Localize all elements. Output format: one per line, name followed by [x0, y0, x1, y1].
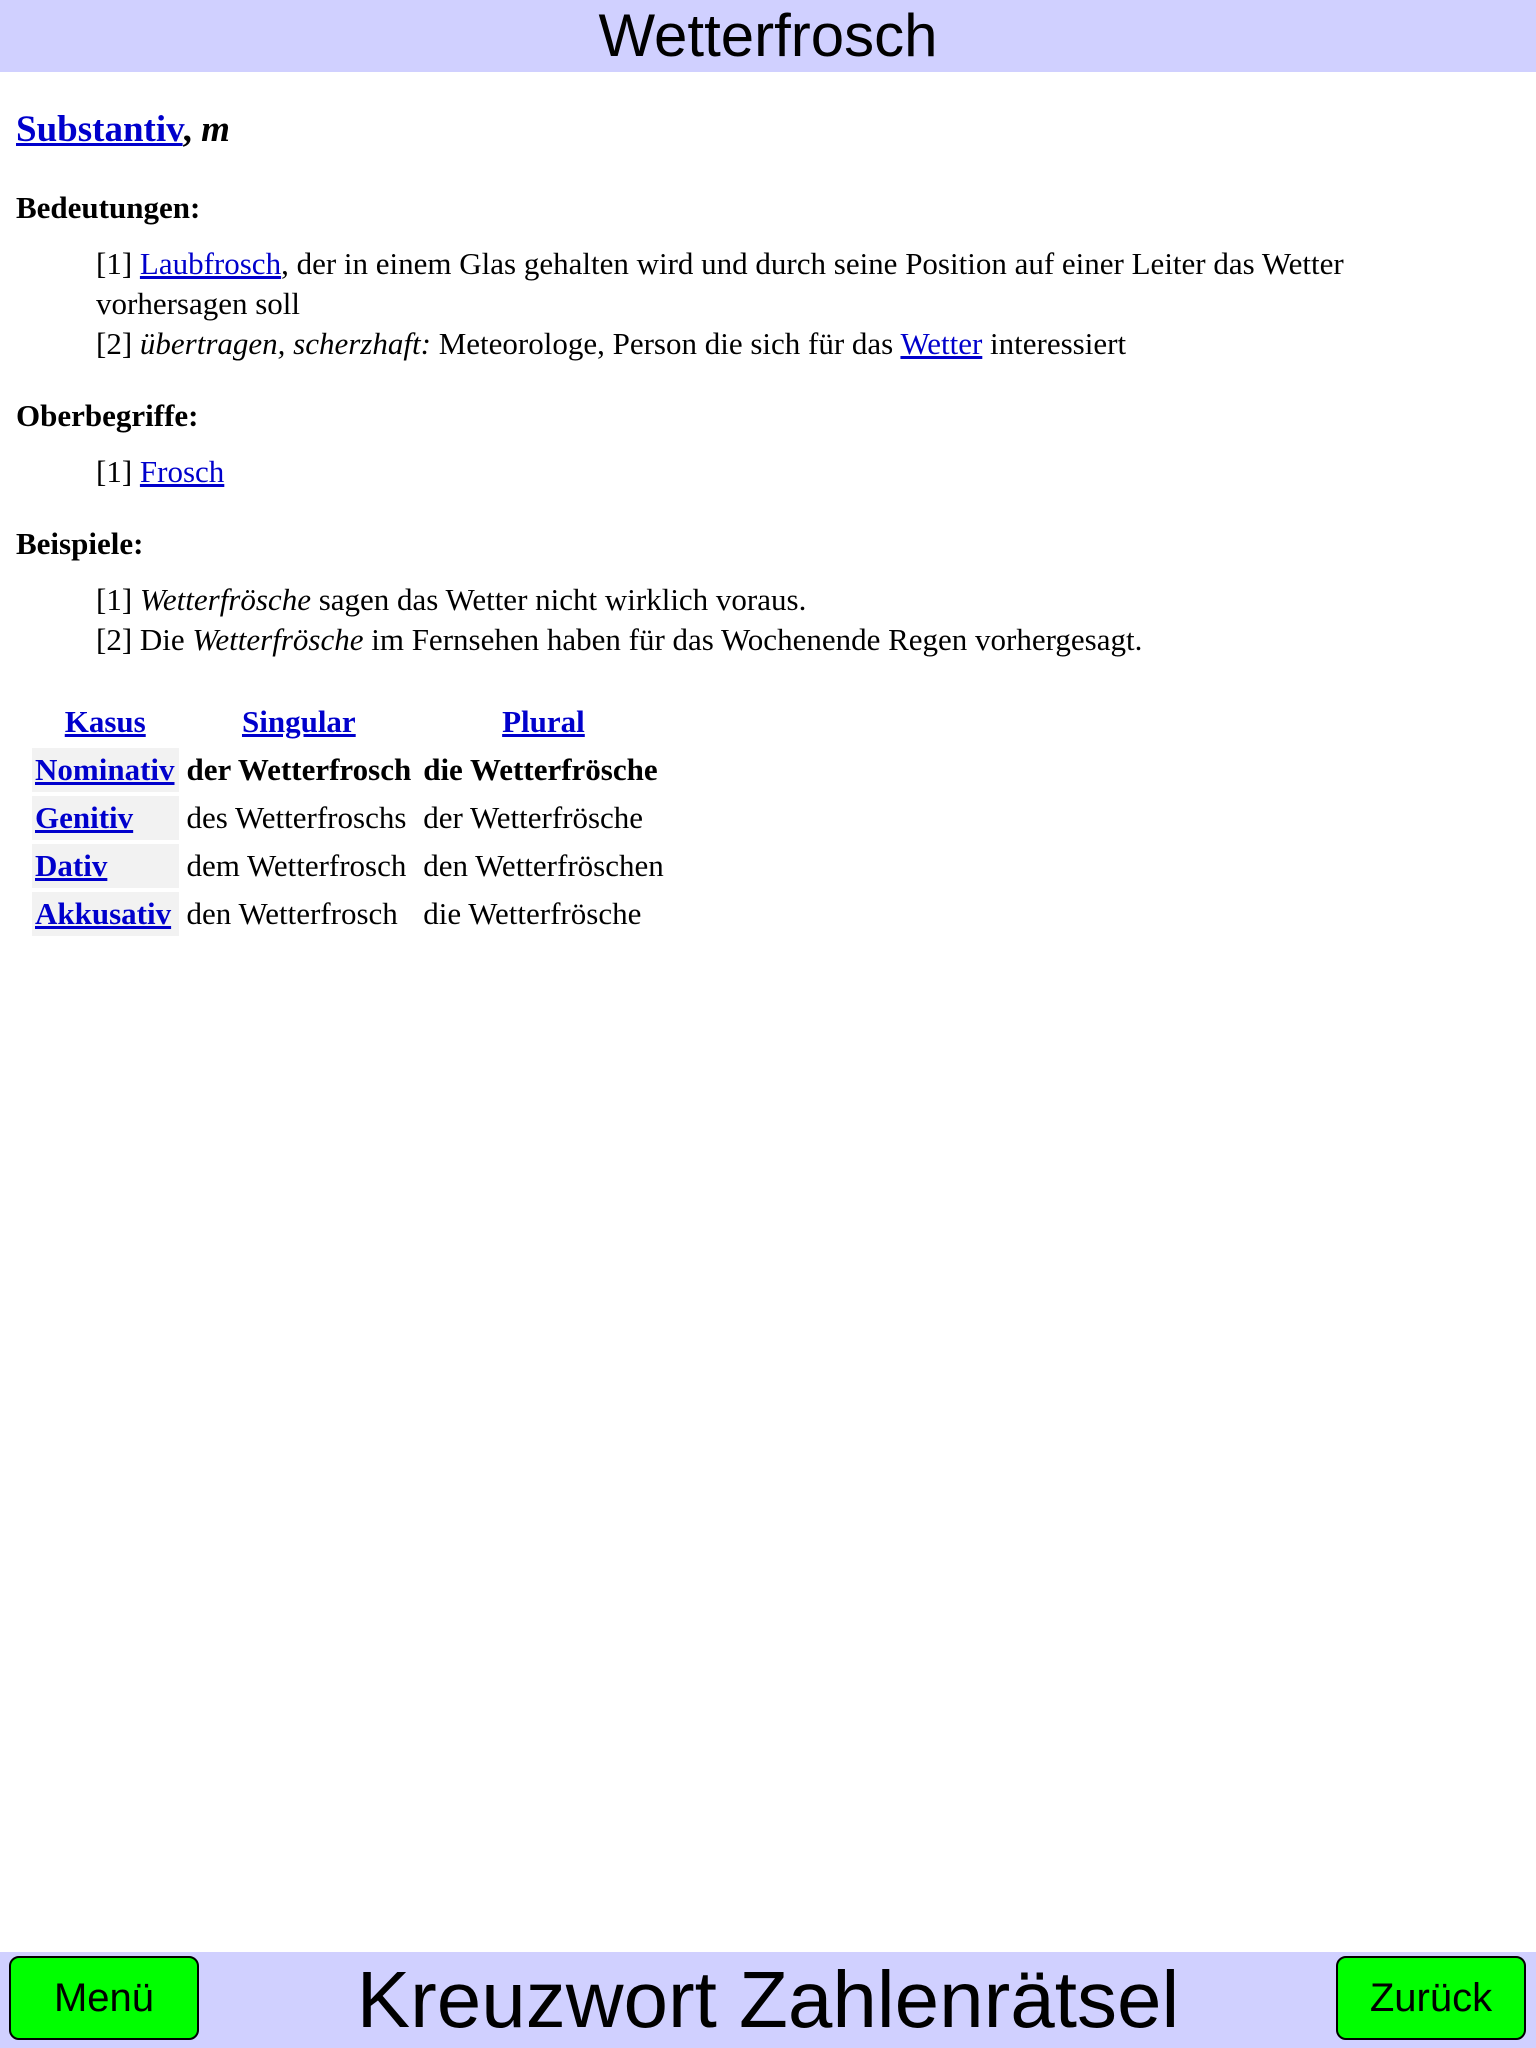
example-pre: Die [139, 622, 193, 657]
footer-bar [0, 1952, 1536, 2048]
table-header-row [32, 700, 668, 744]
header-kasus [32, 700, 179, 744]
singular-cell: den Wetterfrosch [186, 896, 398, 931]
header-plural [419, 700, 668, 744]
link-wetter[interactable]: Wetter [900, 326, 983, 361]
pos-separator: , [182, 109, 202, 150]
table-row [32, 892, 668, 936]
link-dativ[interactable]: Dativ [35, 848, 108, 883]
meaning-item-2 [96, 324, 1126, 364]
hypernym-item-1 [96, 452, 224, 492]
section-title-beispiele: Beispiele: [16, 526, 144, 561]
case-cell [32, 892, 179, 936]
example-headword: Wetterfrösche [139, 582, 311, 617]
plural-cell: die Wetterfrösche [423, 896, 642, 931]
link-genitiv[interactable]: Genitiv [35, 800, 134, 835]
gender-label: m [201, 109, 230, 150]
link-kasus[interactable]: Kasus [64, 704, 146, 739]
meaning-text-end: interessiert [982, 326, 1127, 361]
example-item-1 [96, 580, 806, 620]
part-of-speech-line [16, 108, 230, 151]
header-singular [183, 700, 416, 744]
usage-label: übertragen, scherzhaft: [139, 326, 431, 361]
singular-cell: des Wetterfroschs [186, 800, 407, 835]
plural-cell: der Wetterfrösche [423, 800, 644, 835]
case-cell [32, 844, 179, 888]
table-row [32, 748, 668, 792]
link-akkusativ[interactable]: Akkusativ [35, 896, 172, 931]
item-number: [1] [96, 582, 140, 617]
item-number: [2] [96, 326, 140, 361]
example-headword: Wetterfrösche [192, 622, 364, 657]
item-number: [1] [96, 246, 140, 281]
link-plural[interactable]: Plural [502, 704, 585, 739]
example-post: im Fernsehen haben für das Wochenende Regen vorhergesagt. [363, 622, 1143, 657]
case-cell [32, 748, 179, 792]
singular-cell: dem Wetterfrosch [186, 848, 407, 883]
table-row [32, 796, 668, 840]
item-number: [1] [96, 454, 140, 489]
plural-cell: den Wetterfröschen [423, 848, 664, 883]
footer-title: Kreuzwort Zahlenrätsel [356, 1955, 1180, 2044]
plural-cell: die Wetterfrösche [423, 752, 658, 787]
singular-cell: der Wetterfrosch [186, 752, 412, 787]
back-button[interactable]: Zurück [1336, 1956, 1526, 2040]
header-bar [0, 0, 1536, 72]
page-title: Wetterfrosch [598, 2, 938, 69]
link-laubfrosch[interactable]: Laubfrosch [139, 246, 282, 281]
link-nominativ[interactable]: Nominativ [35, 752, 175, 787]
word-class-link[interactable]: Substantiv [16, 109, 183, 150]
section-title-oberbegriffe: Oberbegriffe: [16, 398, 199, 433]
meaning-item-1 [96, 244, 1436, 324]
meaning-text: , der in einem Glas gehalten wird und durch seine Position auf einer Leiter das Wetter vorhersagen soll [96, 246, 1344, 321]
menu-button[interactable]: Menü [9, 1956, 199, 2040]
example-item-2 [96, 620, 1142, 660]
inflection-table [28, 696, 672, 940]
case-cell [32, 796, 179, 840]
section-title-bedeutungen: Bedeutungen: [16, 190, 201, 225]
link-singular[interactable]: Singular [241, 704, 356, 739]
item-number: [2] [96, 622, 140, 657]
example-post: sagen das Wetter nicht wirklich voraus. [310, 582, 807, 617]
link-frosch[interactable]: Frosch [139, 454, 225, 489]
table-row [32, 844, 668, 888]
meaning-text: Meteorologe, Person die sich für das [430, 326, 901, 361]
